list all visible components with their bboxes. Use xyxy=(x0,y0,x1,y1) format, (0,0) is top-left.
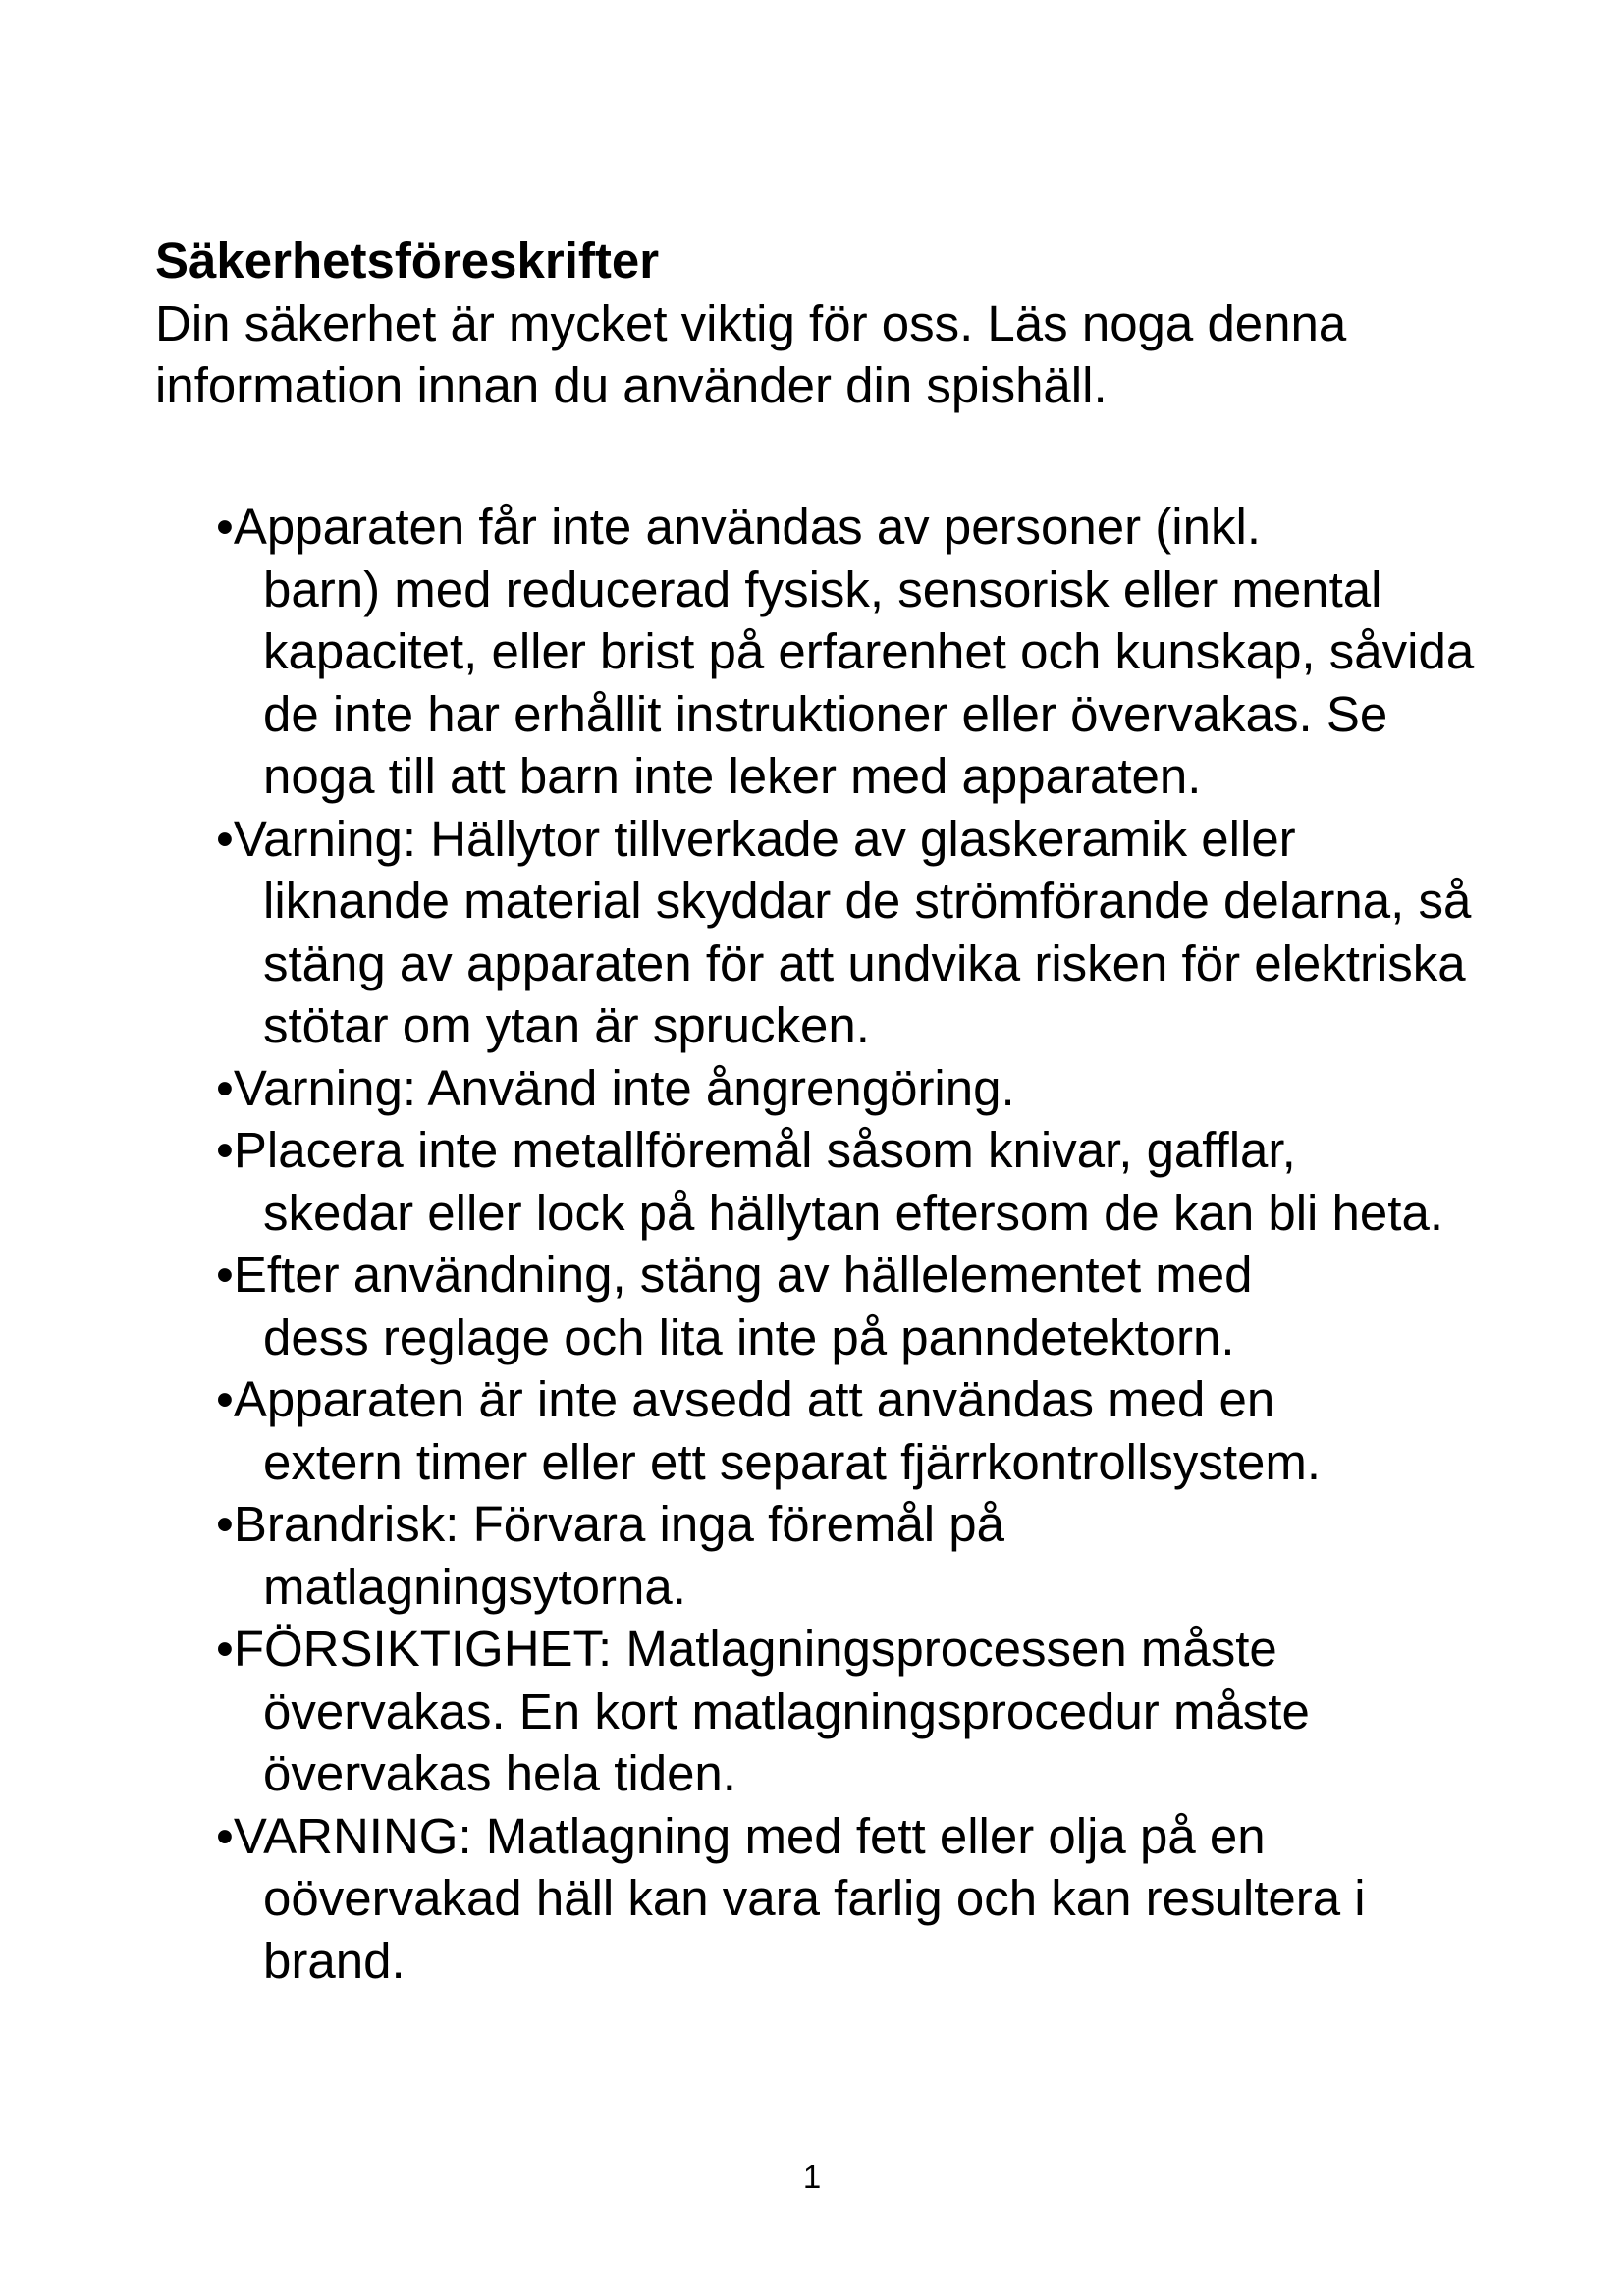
bullet-first-line: Brandrisk: Förvara inga föremål på xyxy=(233,1496,1005,1552)
bullet-icon: • xyxy=(216,1122,234,1178)
bullet-first-line: Efter användning, stäng av hällelementet med xyxy=(233,1247,1253,1303)
list-item xyxy=(187,808,1492,1057)
list-item xyxy=(187,1368,1492,1493)
bullet-first-line: Varning: Använd inte ångrengöring. xyxy=(233,1059,1015,1116)
bullet-first-line: VARNING: Matlagning med fett eller olja på en xyxy=(233,1807,1266,1864)
intro-paragraph: Din säkerhet är mycket viktig för oss. Läs noga denna information innan du använder din spishäll. xyxy=(155,295,1347,413)
bullet-first-line: FÖRSIKTIGHET: Matlagningsprocessen måste xyxy=(233,1621,1277,1677)
bullet-first-line: Placera inte metallföremål såsom knivar, gafflar, xyxy=(233,1122,1296,1178)
page-number: 1 xyxy=(802,2159,822,2195)
list-item xyxy=(187,496,1492,808)
list-item xyxy=(187,1244,1492,1368)
bullet-icon: • xyxy=(216,810,234,867)
bullet-icon: • xyxy=(216,1059,234,1116)
bullet-icon: • xyxy=(216,1807,234,1864)
list-item xyxy=(187,1493,1492,1618)
list-item xyxy=(187,1805,1492,1993)
bullet-continuation: extern timer eller ett separat fjärrkontrollsystem. xyxy=(263,1433,1322,1490)
bullet-continuation: barn) med reducerad fysisk, sensorisk eller mental kapacitet, eller brist på erfarenhet och kunskap, såvida de inte har erhållit instruktioner eller övervakas. Se noga till att barn inte leker med apparaten. xyxy=(263,561,1475,804)
bullet-icon: • xyxy=(216,1247,234,1303)
safety-instructions-list xyxy=(187,496,1492,1992)
bullet-first-line: Varning: Hällytor tillverkade av glaskeramik eller xyxy=(233,810,1296,867)
list-item xyxy=(187,1119,1492,1244)
bullet-continuation: övervakas. En kort matlagningsprocedur måste övervakas hela tiden. xyxy=(263,1682,1310,1801)
list-item xyxy=(187,1057,1492,1120)
bullet-continuation: matlagningsytorna. xyxy=(263,1558,686,1615)
bullet-icon: • xyxy=(216,499,234,555)
bullet-continuation: liknande material skyddar de strömförande delarna, så stäng av apparaten för att undvika risken för elektriska stötar om ytan är sprucken. xyxy=(263,873,1472,1053)
list-item xyxy=(187,1618,1492,1805)
bullet-continuation: dess reglage och lita inte på panndetektorn. xyxy=(263,1308,1235,1365)
bullet-first-line: Apparaten är inte avsedd att användas med en xyxy=(233,1371,1275,1427)
bullet-continuation: skedar eller lock på hällytan eftersom de kan bli heta. xyxy=(263,1184,1443,1241)
bullet-icon: • xyxy=(216,1371,234,1427)
bullet-icon: • xyxy=(216,1621,234,1677)
section-title: Säkerhetsföreskrifter xyxy=(155,233,660,289)
bullet-icon: • xyxy=(216,1496,234,1552)
bullet-first-line: Apparaten får inte användas av personer (inkl. xyxy=(233,499,1261,555)
bullet-continuation: oövervakad häll kan vara farlig och kan resultera i brand. xyxy=(263,1870,1366,1989)
